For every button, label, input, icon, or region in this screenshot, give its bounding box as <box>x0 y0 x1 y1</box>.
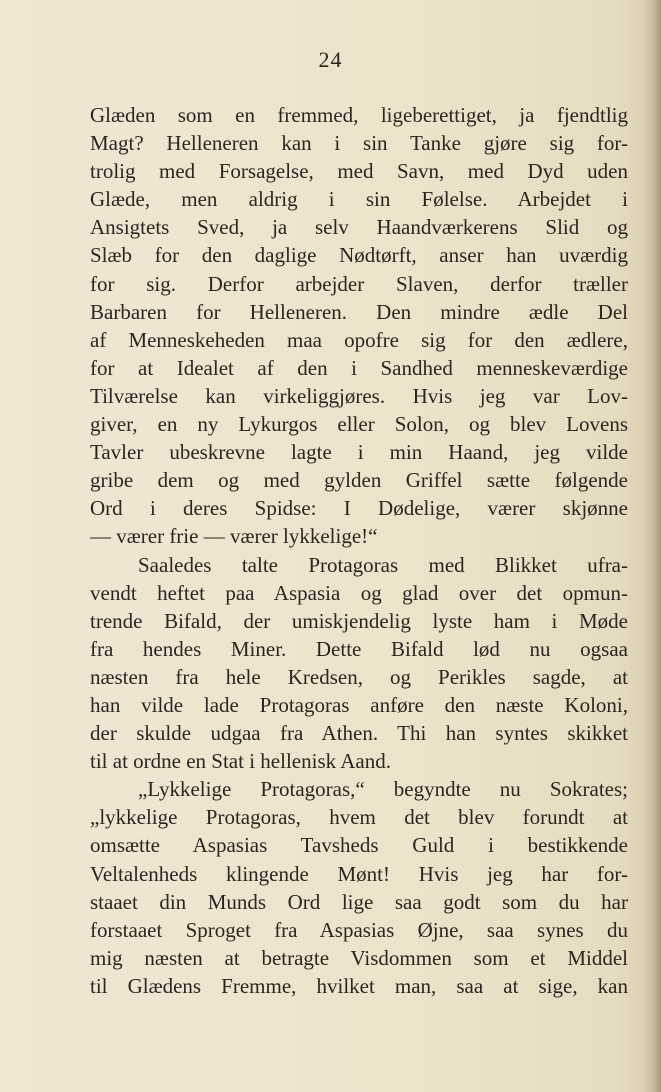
text-line: vendt heftet paa Aspasia og glad over det opmun- <box>90 580 628 605</box>
text-line: Ord i deres Spidse: I Dødelige, værer skjønne <box>90 496 628 521</box>
text-line: fra hendes Miner. Dette Bifald lød nu ogsaa <box>90 636 628 661</box>
text-line: Veltalenheds klingende Mønt! Hvis jeg har for- <box>90 861 628 886</box>
text-line: staaet din Munds Ord lige saa godt som du har <box>90 889 628 914</box>
text-line: trende Bifald, der umiskjendelig lyste ham i Møde <box>90 608 628 633</box>
text-line: „Lykkelige Protagoras,“ begyndte nu Sokrates; <box>138 777 628 802</box>
text-line: Glæde, men aldrig i sin Følelse. Arbejdet i <box>90 187 628 212</box>
text-line: for sig. Derfor arbejder Slaven, derfor træller <box>90 271 628 296</box>
text-line: for at Idealet af den i Sandhed menneskeværdige <box>90 355 628 380</box>
text-line: trolig med Forsagelse, med Savn, med Dyd uden <box>90 159 628 184</box>
text-line: Magt? Helleneren kan i sin Tanke gjøre sig for- <box>90 131 628 156</box>
text-line: — værer frie — værer lykkelige!“ <box>90 524 378 549</box>
text-line: han vilde lade Protagoras anføre den næste Koloni, <box>90 692 628 717</box>
text-line: der skulde udgaa fra Athen. Thi han syntes skikket <box>90 721 628 746</box>
page-edge-shadow <box>643 0 661 1092</box>
text-line: Ansigtets Sved, ja selv Haandværkerens Slid og <box>90 215 628 240</box>
page-number: 24 <box>318 47 343 72</box>
text-line: næsten fra hele Kredsen, og Perikles sagde, at <box>90 664 628 689</box>
text-line: til at ordne en Stat i hellenisk Aand. <box>90 749 391 774</box>
text-line: Glæden som en fremmed, ligeberettiget, ja fjendtlig <box>90 103 628 127</box>
text-line: Slæb for den daglige Nødtørft, anser han uværdig <box>90 243 628 268</box>
text-line: forstaaet Sproget fra Aspasias Øjne, saa synes du <box>90 917 628 942</box>
text-line: Saaledes talte Protagoras med Blikket ufra- <box>138 552 628 577</box>
text-line: af Menneskeheden maa opofre sig for den ædlere, <box>90 327 628 352</box>
text-line: Tilværelse kan virkeliggjøres. Hvis jeg var Lov- <box>90 383 628 408</box>
text-line: Barbaren for Helleneren. Den mindre ædle Del <box>90 299 628 324</box>
text-line: til Glædens Fremme, hvilket man, saa at sige, kan <box>90 973 628 998</box>
text-line: omsætte Aspasias Tavsheds Guld i bestikkende <box>90 833 628 858</box>
text-line: gribe dem og med gylden Griffel sætte følgende <box>90 468 628 493</box>
text-line: „lykkelige Protagoras, hvem det blev forundt at <box>90 805 628 830</box>
text-line: mig næsten at betragte Visdommen som et Middel <box>90 945 628 970</box>
text-line: giver, en ny Lykurgos eller Solon, og blev Lovens <box>90 412 628 437</box>
body-text <box>90 101 628 1000</box>
text-line: Tavler ubeskrevne lagte i min Haand, jeg vilde <box>90 440 628 465</box>
